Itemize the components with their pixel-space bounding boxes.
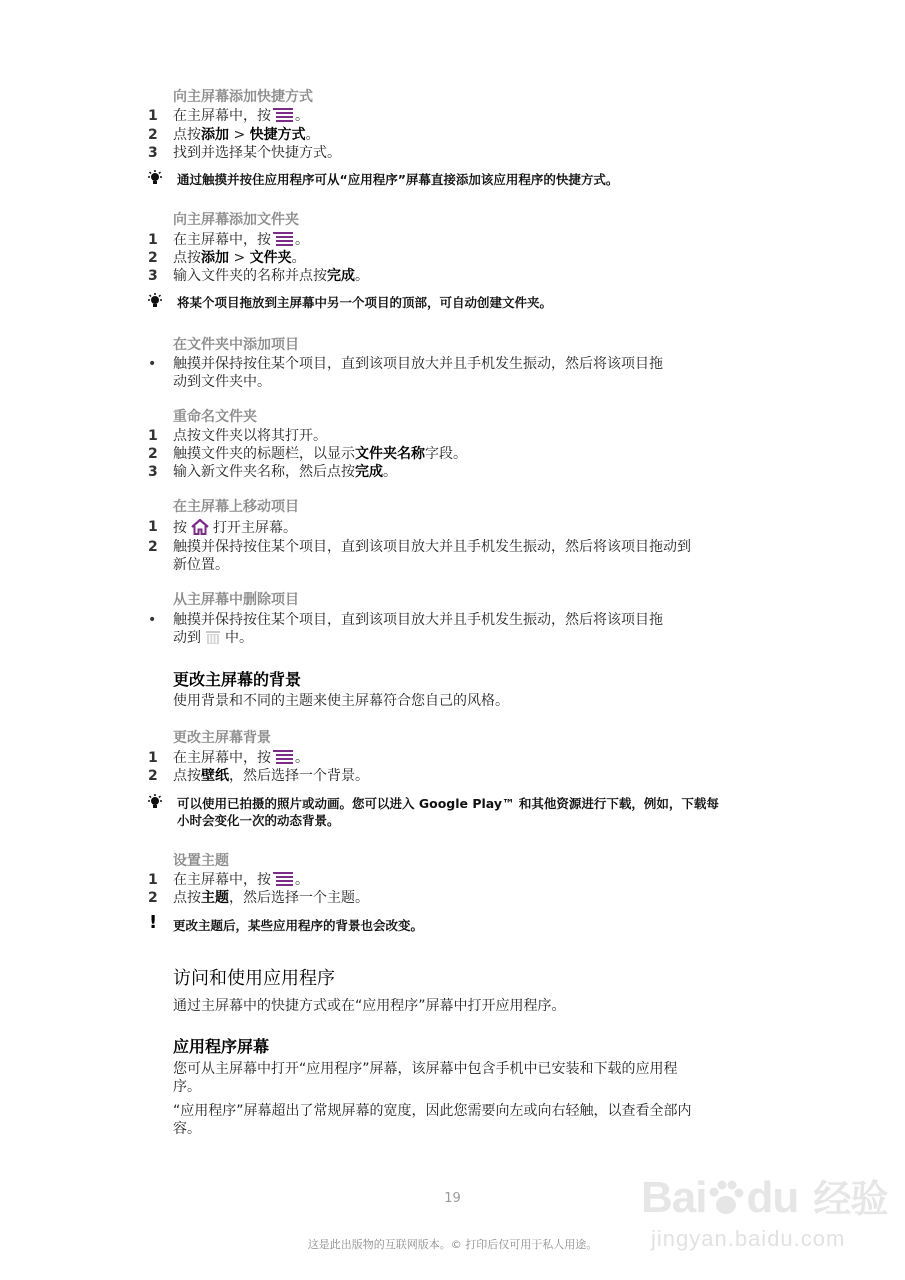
step-text-part: 。 — [355, 268, 369, 284]
paragraph-line: 您可从主屏幕中打开“应用程序”屏幕，该屏幕中包含手机中已安装和下载的应用程 — [173, 1061, 678, 1077]
ui-term: 快捷方式 — [249, 127, 306, 143]
step-text-part: 。 — [295, 108, 309, 124]
step-text — [173, 767, 369, 786]
step-text — [173, 249, 306, 268]
step-number: 2 — [148, 250, 158, 266]
step-number: 1 — [148, 428, 158, 444]
watermark-brand-2: du — [746, 1173, 799, 1222]
step-text — [173, 107, 309, 126]
step-text: 点按文件夹以将其打开。 — [173, 428, 327, 444]
step-text-part: 在主屏幕中，按 — [173, 108, 271, 124]
step-text-part: 点按 — [173, 768, 201, 784]
step-text-part: 在主屏幕中，按 — [173, 232, 271, 248]
bullet: • — [148, 612, 157, 628]
step-text-part: 动到 — [173, 630, 201, 646]
step-number: 2 — [148, 890, 158, 906]
step-text — [173, 871, 309, 890]
section-title: 更改主屏幕的背景 — [173, 670, 302, 689]
lightbulb-tip-icon — [146, 170, 164, 186]
bullet-text: 触摸并保持按住某个项目，直到该项目放大并且手机发生振动，然后将该项目拖 — [173, 612, 663, 628]
subsection-title: 应用程序屏幕 — [173, 1037, 270, 1056]
step-text: 找到并选择某个快捷方式。 — [173, 145, 341, 161]
bullet-text: 动到文件夹中。 — [173, 374, 271, 390]
step-text-part: ，然后选择一个主题。 — [229, 890, 369, 906]
step-text — [173, 445, 467, 464]
section-heading: 重命名文件夹 — [173, 409, 257, 425]
paragraph-line: “应用程序”屏幕超出了常规屏幕的宽度，因此您需要向左或向右轻触，以查看全部内 — [173, 1103, 692, 1119]
step-number: 1 — [148, 232, 158, 248]
ui-term: 添加 — [201, 127, 229, 143]
step-number: 3 — [148, 268, 158, 284]
ui-term: 完成 — [355, 464, 383, 480]
ui-term: 主题 — [201, 890, 229, 906]
trash-icon — [205, 629, 221, 645]
step-text-part: 。 — [305, 127, 320, 143]
step-text-part: 。 — [383, 464, 397, 480]
step-text-part: > — [229, 250, 250, 266]
paragraph-line: 序。 — [173, 1079, 201, 1095]
watermark-brand: Bai — [641, 1173, 707, 1222]
intro-text: 通过主屏幕中的快捷方式或在“应用程序”屏幕中打开应用程序。 — [173, 998, 566, 1014]
paragraph-line: 容。 — [173, 1121, 201, 1137]
tip-text: 小时会变化一次的动态背景。 — [177, 813, 340, 828]
step-text: 新位置。 — [173, 557, 229, 573]
footer-note: 这是此出版物的互联网版本。© 打印后仅可用于私人用途。 — [307, 1238, 598, 1251]
step-text-part: 字段。 — [425, 446, 467, 462]
intro-text: 使用背景和不同的主题来使主屏幕符合您自己的风格。 — [173, 693, 509, 709]
section-heading: 设置主题 — [173, 853, 229, 869]
tip-text: 将某个项目拖放到主屏幕中另一个项目的顶部，可自动创建文件夹。 — [177, 295, 553, 310]
ui-term: 完成 — [327, 268, 355, 284]
step-text-part: 点按 — [173, 890, 201, 906]
tip-text: 通过触摸并按住应用程序可从“应用程序”屏幕直接添加该应用程序的快捷方式。 — [177, 172, 619, 187]
watermark-url: jingyan.baidu.com — [651, 1226, 846, 1251]
paw-icon — [706, 1178, 746, 1218]
step-text — [173, 518, 297, 538]
watermark-cn: 经验 — [813, 1179, 888, 1221]
tip-text: 可以使用已拍摄的照片或动画。您可以进入 Google Play™ 和其他资源进行下载，例如，下载每 — [177, 796, 719, 811]
section-heading: 在文件夹中添加项目 — [173, 337, 299, 353]
section-heading: 更改主屏幕背景 — [173, 730, 271, 746]
step-text-part: ，然后选择一个背景。 — [229, 768, 369, 784]
step-text-part: > — [229, 127, 250, 143]
section-heading: 在主屏幕上移动项目 — [173, 499, 299, 515]
section-heading: 向主屏幕添加快捷方式 — [173, 89, 313, 105]
step-text-part: 。 — [295, 750, 309, 766]
home-icon — [190, 518, 210, 536]
step-text — [173, 749, 309, 768]
menu-icon — [273, 871, 293, 887]
baidu-watermark — [631, 1150, 891, 1260]
step-number: 2 — [148, 539, 158, 555]
bullet-text: 触摸并保持按住某个项目，直到该项目放大并且手机发生振动，然后将该项目拖 — [173, 356, 663, 372]
step-text: 触摸并保持按住某个项目，直到该项目放大并且手机发生振动，然后将该项目拖动到 — [173, 539, 691, 555]
warning-icon: ! — [149, 912, 158, 933]
step-number: 3 — [148, 145, 158, 161]
step-text-part: 。 — [291, 250, 306, 266]
menu-icon — [273, 107, 293, 123]
step-text-part: 。 — [295, 872, 309, 888]
step-number: 3 — [148, 464, 158, 480]
step-text — [173, 231, 309, 250]
page-number: 19 — [444, 1191, 461, 1206]
menu-icon — [273, 749, 293, 765]
warning-text: 更改主题后，某些应用程序的背景也会改变。 — [173, 918, 424, 933]
bullet-text — [173, 629, 253, 648]
step-text — [173, 463, 397, 482]
step-text-part: 在主屏幕中，按 — [173, 872, 271, 888]
lightbulb-tip-icon — [146, 293, 164, 309]
step-text-part: 在主屏幕中，按 — [173, 750, 271, 766]
step-text-part: 输入新文件夹名称，然后点按 — [173, 464, 355, 480]
step-number: 1 — [148, 872, 158, 888]
step-text — [173, 267, 369, 286]
ui-term: 壁纸 — [201, 768, 229, 784]
ui-term: 文件夹名称 — [355, 446, 425, 462]
step-text-part: 输入文件夹的名称并点按 — [173, 268, 327, 284]
section-title: 访问和使用应用程序 — [173, 968, 335, 989]
step-text-part: 按 — [173, 520, 187, 536]
step-number: 2 — [148, 446, 158, 462]
step-text-part: 打开主屏幕。 — [213, 520, 297, 536]
step-text-part: 中。 — [225, 630, 253, 646]
ui-term: 文件夹 — [249, 250, 292, 266]
step-number: 2 — [148, 768, 158, 784]
step-number: 1 — [148, 750, 158, 766]
step-text-part: 点按 — [173, 127, 201, 143]
step-text — [173, 126, 320, 145]
step-text-part: 点按 — [173, 250, 201, 266]
menu-icon — [273, 231, 293, 247]
step-number: 2 — [148, 127, 158, 143]
step-text — [173, 889, 369, 908]
step-text-part: 。 — [295, 232, 309, 248]
step-number: 1 — [148, 519, 158, 535]
lightbulb-tip-icon — [146, 794, 164, 810]
step-text-part: 触摸文件夹的标题栏，以显示 — [173, 446, 355, 462]
section-heading: 从主屏幕中删除项目 — [173, 592, 299, 608]
ui-term: 添加 — [201, 250, 229, 266]
step-number: 1 — [148, 108, 158, 124]
section-heading: 向主屏幕添加文件夹 — [173, 212, 299, 228]
bullet: • — [148, 356, 157, 372]
